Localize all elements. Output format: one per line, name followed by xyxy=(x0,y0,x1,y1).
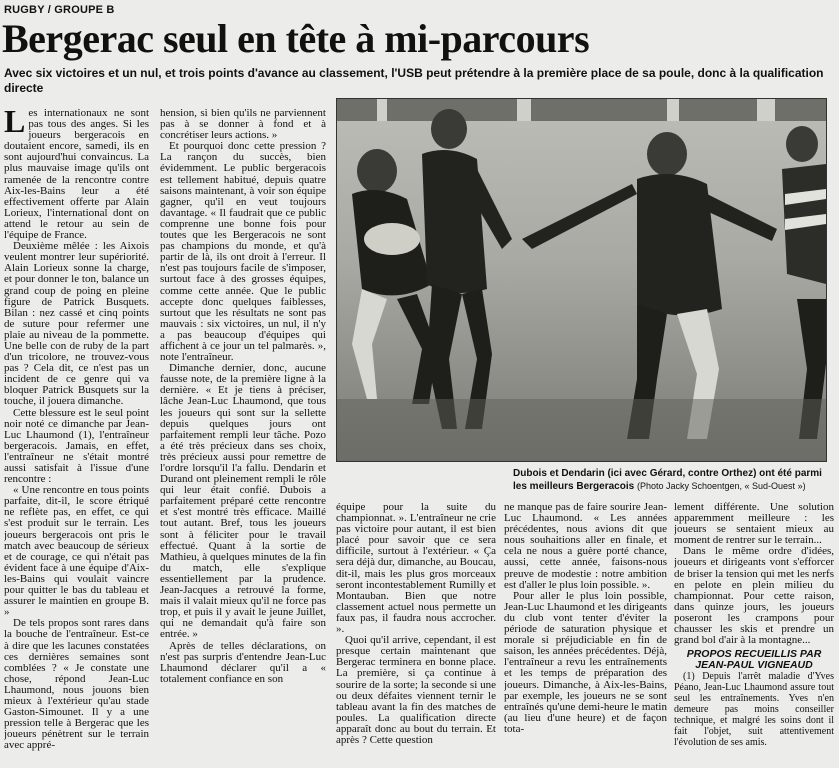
paragraph: Pour aller le plus loin possible, Jean-Luc Lhaumond et les dirigeants du club vont tenter d'éviter la période de saturation physique et morale si préjudiciable en fin de saison, les années précédentes. Déjà, l'entraîneur a revu les entraînements et les temps de préparation des joueurs. Dimanche, à Aix-les-Bains, par exemple, les joueurs ne se sont entraînés qu'une demi-heure le matin (au lieu d'une heure) et de façon tota- xyxy=(504,589,667,735)
footnote: (1) Depuis l'arrêt maladie d'Yves Péano, Jean-Luc Lhaumond assure tout seul les entraînements. Yves n'en demeure pas moins conseiller technique, et malgré les soins dont il fait l'objet, suit attentivement l'évolution de ses amis. xyxy=(674,671,834,749)
paragraph: Quoi qu'il arrive, cependant, il est presque certain maintenant que Bergerac terminera en bonne place. La première, si ça continue à sourire de la sorte; la seconde si une ou deux défaites viennent ternir le tableau avant la fin des matches de poules. La qualification directe apparaît donc au bout du terrain. Et après ? Cette question xyxy=(336,634,496,746)
article-column-1 xyxy=(4,108,149,768)
paragraph: « Une rencontre en tous points parfaite, dit-il, le score étriqué ne reflète pas, en effet, ce qui s'est produit sur le terrain. Les joueurs bergeracois ont pris le match avec beaucoup de sérieux et de courage, ce qui n'était pas évident face à une équipe d'Aix-les-Bains qui voulait vaincre pour quitter le bas du tableau et assurer le maintien en groupe B. » xyxy=(4,484,149,619)
author-signature: PROPOS RECUEILLIS PAR JEAN-PAUL VIGNEAUD xyxy=(686,648,822,672)
headline: Bergerac seul en tête à mi-parcours xyxy=(2,16,590,61)
article-column-3 xyxy=(336,502,496,768)
dropcap: L xyxy=(4,108,26,139)
section-kicker: RUGBY / GROUPE B xyxy=(4,4,115,16)
deck-subtitle: Avec six victoires et un nul, et trois points d'avance au classement, l'USB peut prétendre à la première place de sa poule, donc à la qualification directe xyxy=(4,66,824,95)
photo-credit: (Photo Jacky Schoentgen, « Sud-Ouest ») xyxy=(636,481,806,491)
paragraph: lement différente. Une solution apparemment meilleure : les joueurs se sentaient mieux au moment de rentrer sur le terrain... xyxy=(674,502,834,547)
paragraph: Dimanche dernier, donc, aucune fausse note, de la première ligne à la dernière. « Et je tiens à préciser, lâche Jean-Luc Lhaumond, que tous les joueurs qui sont sur la sellette depuis quelques jours ont parfaitement rempli leur tâche. Pozo a été très précieux dans ses choix, très précieux aussi pour remettre de l'ordre lorsqu'il l'a fallu. Dendarin et Durand ont pleinement rempli le rôle qui leur était confié. Dubois a parfaitement préparé cette rencontre et s'est montré très efficace. Maillé tout autant. Bref, tous les joueurs sont à féliciter pour le travail effectué. Quant à la sortie de Mathieu, à quelques minutes de la fin du match, elle s'explique essentiellement par la prudence. Jean-Jacques a retrouvé la forme, mais il valait mieux qu'il ne force pas trop, et puis il y avait le jeune Juillet, qui ne demandait qu'à faire son entrée. » xyxy=(160,362,326,641)
paragraph: hension, si bien qu'ils ne parviennent pas à se donner à fond et à concrétiser leurs actions. » xyxy=(160,108,326,142)
article-column-2 xyxy=(160,108,326,768)
paragraph: ne manque pas de faire sourire Jean-Luc Lhaumond. « Les années précédentes, nous avions dit que nous souhaitions aller en finale, et cela ne nous a guère porté chance, aussi, cette année, faisons-nous preuve de modestie : notre ambition est d'aller le plus loin possible. ». xyxy=(504,502,667,591)
paragraph: équipe pour la suite du championnat. ». L'entraîneur ne crie pas victoire pour autant, il est bien placé pour savoir que ce sera difficile, surtout à l'extérieur. « Ça sera déjà dur, dimanche, au Boucau, dit-il, mais les plus gros morceaux seront incontestablement Rumilly et Montauban. Bien que notre classement actuel nous permette un faux pas, il faudra nous accrocher. ». xyxy=(336,502,496,636)
article-column-4 xyxy=(504,502,667,768)
paragraph: Après de telles déclarations, on n'est pas surpris d'entendre Jean-Luc Lhaumond déclarer qu'il a « totalement confiance en son xyxy=(160,639,326,685)
photo-illustration xyxy=(337,99,826,461)
paragraph: De tels propos sont rares dans la bouche de l'entraîneur. Est-ce à dire que les lacunes constatées ces dernières semaines sont comblées ? « Je constate une chose, répond Jean-Luc Lhaumond, nous jouons bien mieux à l'extérieur qu'au stade Gaston-Simounet. Il y a une pression telle à Bergerac que les joueurs pénètrent sur le terrain avec appré- xyxy=(4,617,149,752)
paragraph: Cette blessure est le seul point noir noté ce dimanche par Jean-Luc Lhaumond (1), l'entraîneur bergeracois. Jamais, en effet, l'entraîneur ne s'était montré aussi satisfait à l'issue d'une rencontre : xyxy=(4,406,149,486)
paragraph: Et pourquoi donc cette pression ? La rançon du succès, bien évidemment. Le public bergeracois est tellement habitué, depuis quatre saisons maintenant, à voir son équipe gagner, qu'il en veut toujours davantage. « Il faudrait que ce public comprenne une bonne fois pour toutes que les Bergeracois ne sont pas champions du monde, et qu'à partir de là, ils ont droit à l'erreur. Il n'est pas toujours facile de s'imposer, surtout face à des grosses équipes, comme cette année. Que le public accepte donc quelques faiblesses, surtout que les résultats ne sont pas mauvais : six victoires, un nul, il n'y a pas beaucoup d'équipes qui affichent à ce jour un tel palmarès. », note l'entraîneur. xyxy=(160,140,326,364)
rugby-photo xyxy=(336,98,827,462)
caption-text: Dubois et Dendarin (ici avec Gérard, contre Orthez) ont été parmi les meilleurs Bergeracois xyxy=(513,468,822,492)
paragraph: Deuxième mêlée : les Aixois veulent montrer leur supériorité. Alain Lorieux sonne la charge, et pour donner le ton, balance un grand coup de poing en pleine figure de Patrick Busquets. Bilan : nez cassé et cinq points de suture pour refermer une plaie au niveau de la pommette. Une belle con de ruby de la part d'un tricolore, ne trouvez-vous pas ? Cela dit, ce n'est pas un incident de ce genre qui va bloquer Patrick Busquets sur la touche, il jouera dimanche. xyxy=(4,240,149,408)
paragraph: Les internationaux ne sont pas tous des anges. Si les joueurs bergeracois en doutaient encore, samedi, ils en sont aujourd'hui convaincus. La plus mauvaise image qu'ils ont ramenée de la rencontre contre Aix-les-Bains leur a été effectivement offerte par Alain Lorieux, l'international dont on attend le retour au sein de l'équipe de France. xyxy=(4,108,149,242)
article-column-5 xyxy=(674,502,834,768)
photo-caption xyxy=(513,468,831,493)
paragraph: Dans le même ordre d'idées, joueurs et dirigeants vont s'efforcer de briser la tension qui met les nerfs en pelote en plein milieu du championnat. Pour cette raison, dans quinze jours, les joueurs poseront les crampons pour chausser les skis et prendre un grand bol d'air à la montagne... xyxy=(674,545,834,647)
